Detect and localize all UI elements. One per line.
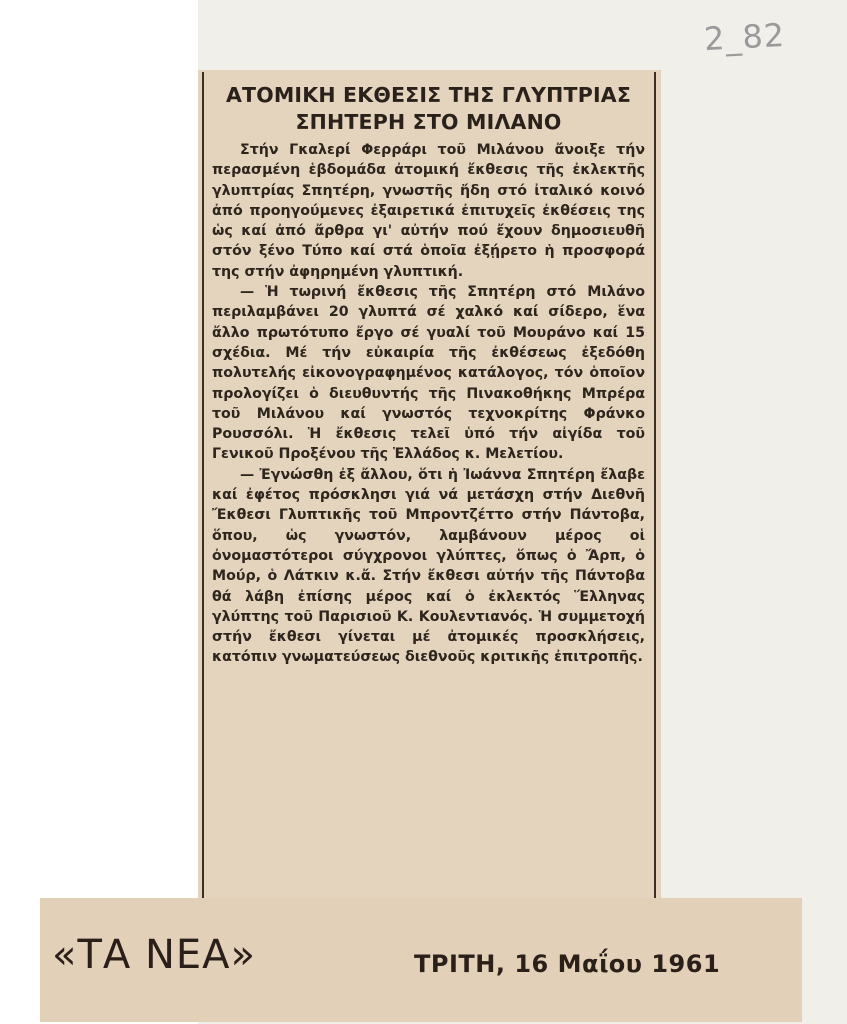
publication-date: ΤΡΙΤΗ, 16 Μαΐου 1961 <box>414 950 721 978</box>
newspaper-name: «ΤΑ ΝΕΑ» <box>52 932 257 978</box>
article-paragraph-1: Στήν Γκαλερί Φερράρι τοῦ Μιλάνου ἄνοιξε τήν περασμένη ἑβδομάδα ἀτομική ἔκθεσις τῆς ἐκλεκτῆς γλυπτρίας Σπητέρη, γνωστῆς ἤδη στό ἰταλικό κοινό ἀπό προηγούμενες ἐξαιρετικά ἐπιτυχεῖς ἐκθέσεις της ὡς καί ἀπό ἄρθρα γι' αὐτήν πού ἔχουν δημοσιευθῆ στόν ξένο Τύπο καί στά ὁποῖα ἐξῄρετο ἡ προσφορά της στήν ἀφηρημένη γλυπτική. <box>212 142 645 280</box>
article-paragraph-2: — Ἡ τωρινή ἔκθεσις τῆς Σπητέρη στό Μιλάνο περιλαμβάνει 20 γλυπτά σέ χαλκό καί σίδερο, ἕνα ἄλλο πρωτότυπο ἔργο σέ γυαλί τοῦ Μουράνο καί 15 σχέδια. Μέ τήν εὐκαιρία τῆς ἐκθέσεως ἐξεδόθη πολυτελής εἰκονογραφημένος κατάλογος, τόν ὁποῖον προλογίζει ὁ διευθυντής τῆς Πινακοθήκης Μπρέρα τοῦ Μιλάνου καί γνωστός τεχνοκρίτης Φράνκο Ρουσσόλι. Ἡ ἔκθεσις τελεῖ ὑπό τήν αἰγίδα τοῦ Γενικοῦ Προξένου τῆς Ἑλλάδος κ. Μελετίου. <box>212 284 645 463</box>
handwritten-page-number: 2_82 <box>703 15 787 59</box>
article-headline: ΑΤΟΜΙΚΗ ΕΚΘΕΣΙΣ ΤΗΣ ΓΛΥΠΤΡΙΑΣ ΣΠΗΤΕΡΗ ΣΤΟ ΜΙΛΑΝΟ <box>225 83 632 134</box>
column-rule-right <box>654 72 656 900</box>
newspaper-clipping <box>198 70 661 908</box>
column-rule-left <box>202 72 204 900</box>
article-paragraph-3: — Ἐγνώσθη ἐξ ἄλλου, ὅτι ἡ Ἰωάννα Σπητέρη ἔλαβε καί ἐφέτος πρόσκλησι γιά νά μετάσχη στήν Διεθνῆ Ἔκθεσι Γλυπτικῆς τοῦ Μπροντζέττο στήν Πάντοβα, ὅπου, ὡς γνωστόν, λαμβάνουν μέρος οἱ ὀνομαστότεροι σύγχρονοι γλύπτες, ὅπως ὁ Ἄρπ, ὁ Μούρ, ὁ Λάτκιν κ.ἄ. Στήν ἔκθεσι αὐτήν τῆς Πάντοβα θά λάβη ἐπίσης μέρος καί ὁ ἐκλεκτός Ἕλληνας γλύπτης τοῦ Παρισιοῦ Κ. Κουλεντιανός. Ἡ συμμετοχή στήν ἔκθεσι γίνεται μέ ἀτομικές προσκλήσεις, κατόπιν γνωματεύσεως διεθνοῦς κριτικῆς ἐπιτροπῆς. <box>212 466 645 666</box>
